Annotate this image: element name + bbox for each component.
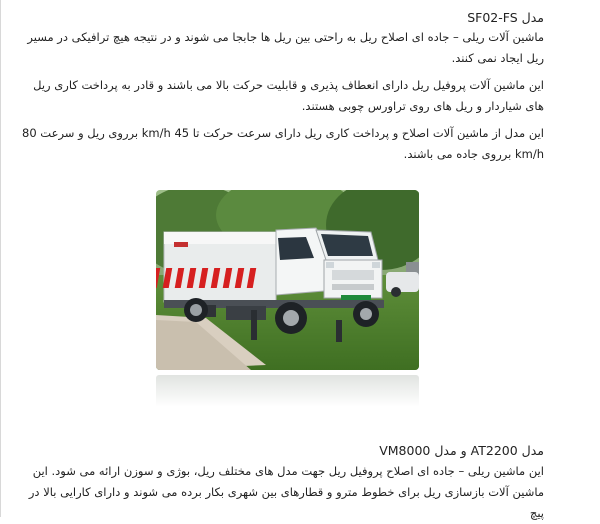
paragraph-1: ماشین آلات ریلی – جاده ای اصلاح ریل به راحتی بین ریل ها جابجا می شوند و در نتیجه هیچ ترافیکی در مسیر ریل ایجاد نمی کنند. xyxy=(27,30,544,65)
truck-photo-illustration xyxy=(156,190,419,370)
paragraph-2: این ماشین آلات پروفیل ریل دارای انعطاف پذیری و قابلیت حرکت بالا می باشند و قادر به پرداخت کاری ریل های شیاردار و ریل های روی تراورس چوبی هستند. xyxy=(33,78,544,113)
model-title-sf02: مدل SF02-FS xyxy=(467,10,544,25)
truck-photo xyxy=(156,190,419,370)
section-sf02 xyxy=(22,0,544,165)
photo-reflection xyxy=(156,375,419,407)
paragraph-4: این ماشین ریلی – جاده ای اصلاح پروفیل ریل جهت مدل های مختلف ریل، بوژی و سوزن ارائه می شود. این ماشین آلات بازسازی ریل برای خطوط مترو و قطارهای بین شهری بکار برده می شوند و دارای کارایی بالا در پیچ xyxy=(28,464,544,520)
model-title-at2200-vm8000: مدل AT2200 و مدل VM8000 xyxy=(379,443,544,458)
paragraph-3: این مدل از ماشین آلات اصلاح و پرداخت کاری ریل دارای سرعت حرکت تا 45 km/h برروی ریل و سرعت 80 km/h برروی جاده می باشند. xyxy=(22,126,544,161)
